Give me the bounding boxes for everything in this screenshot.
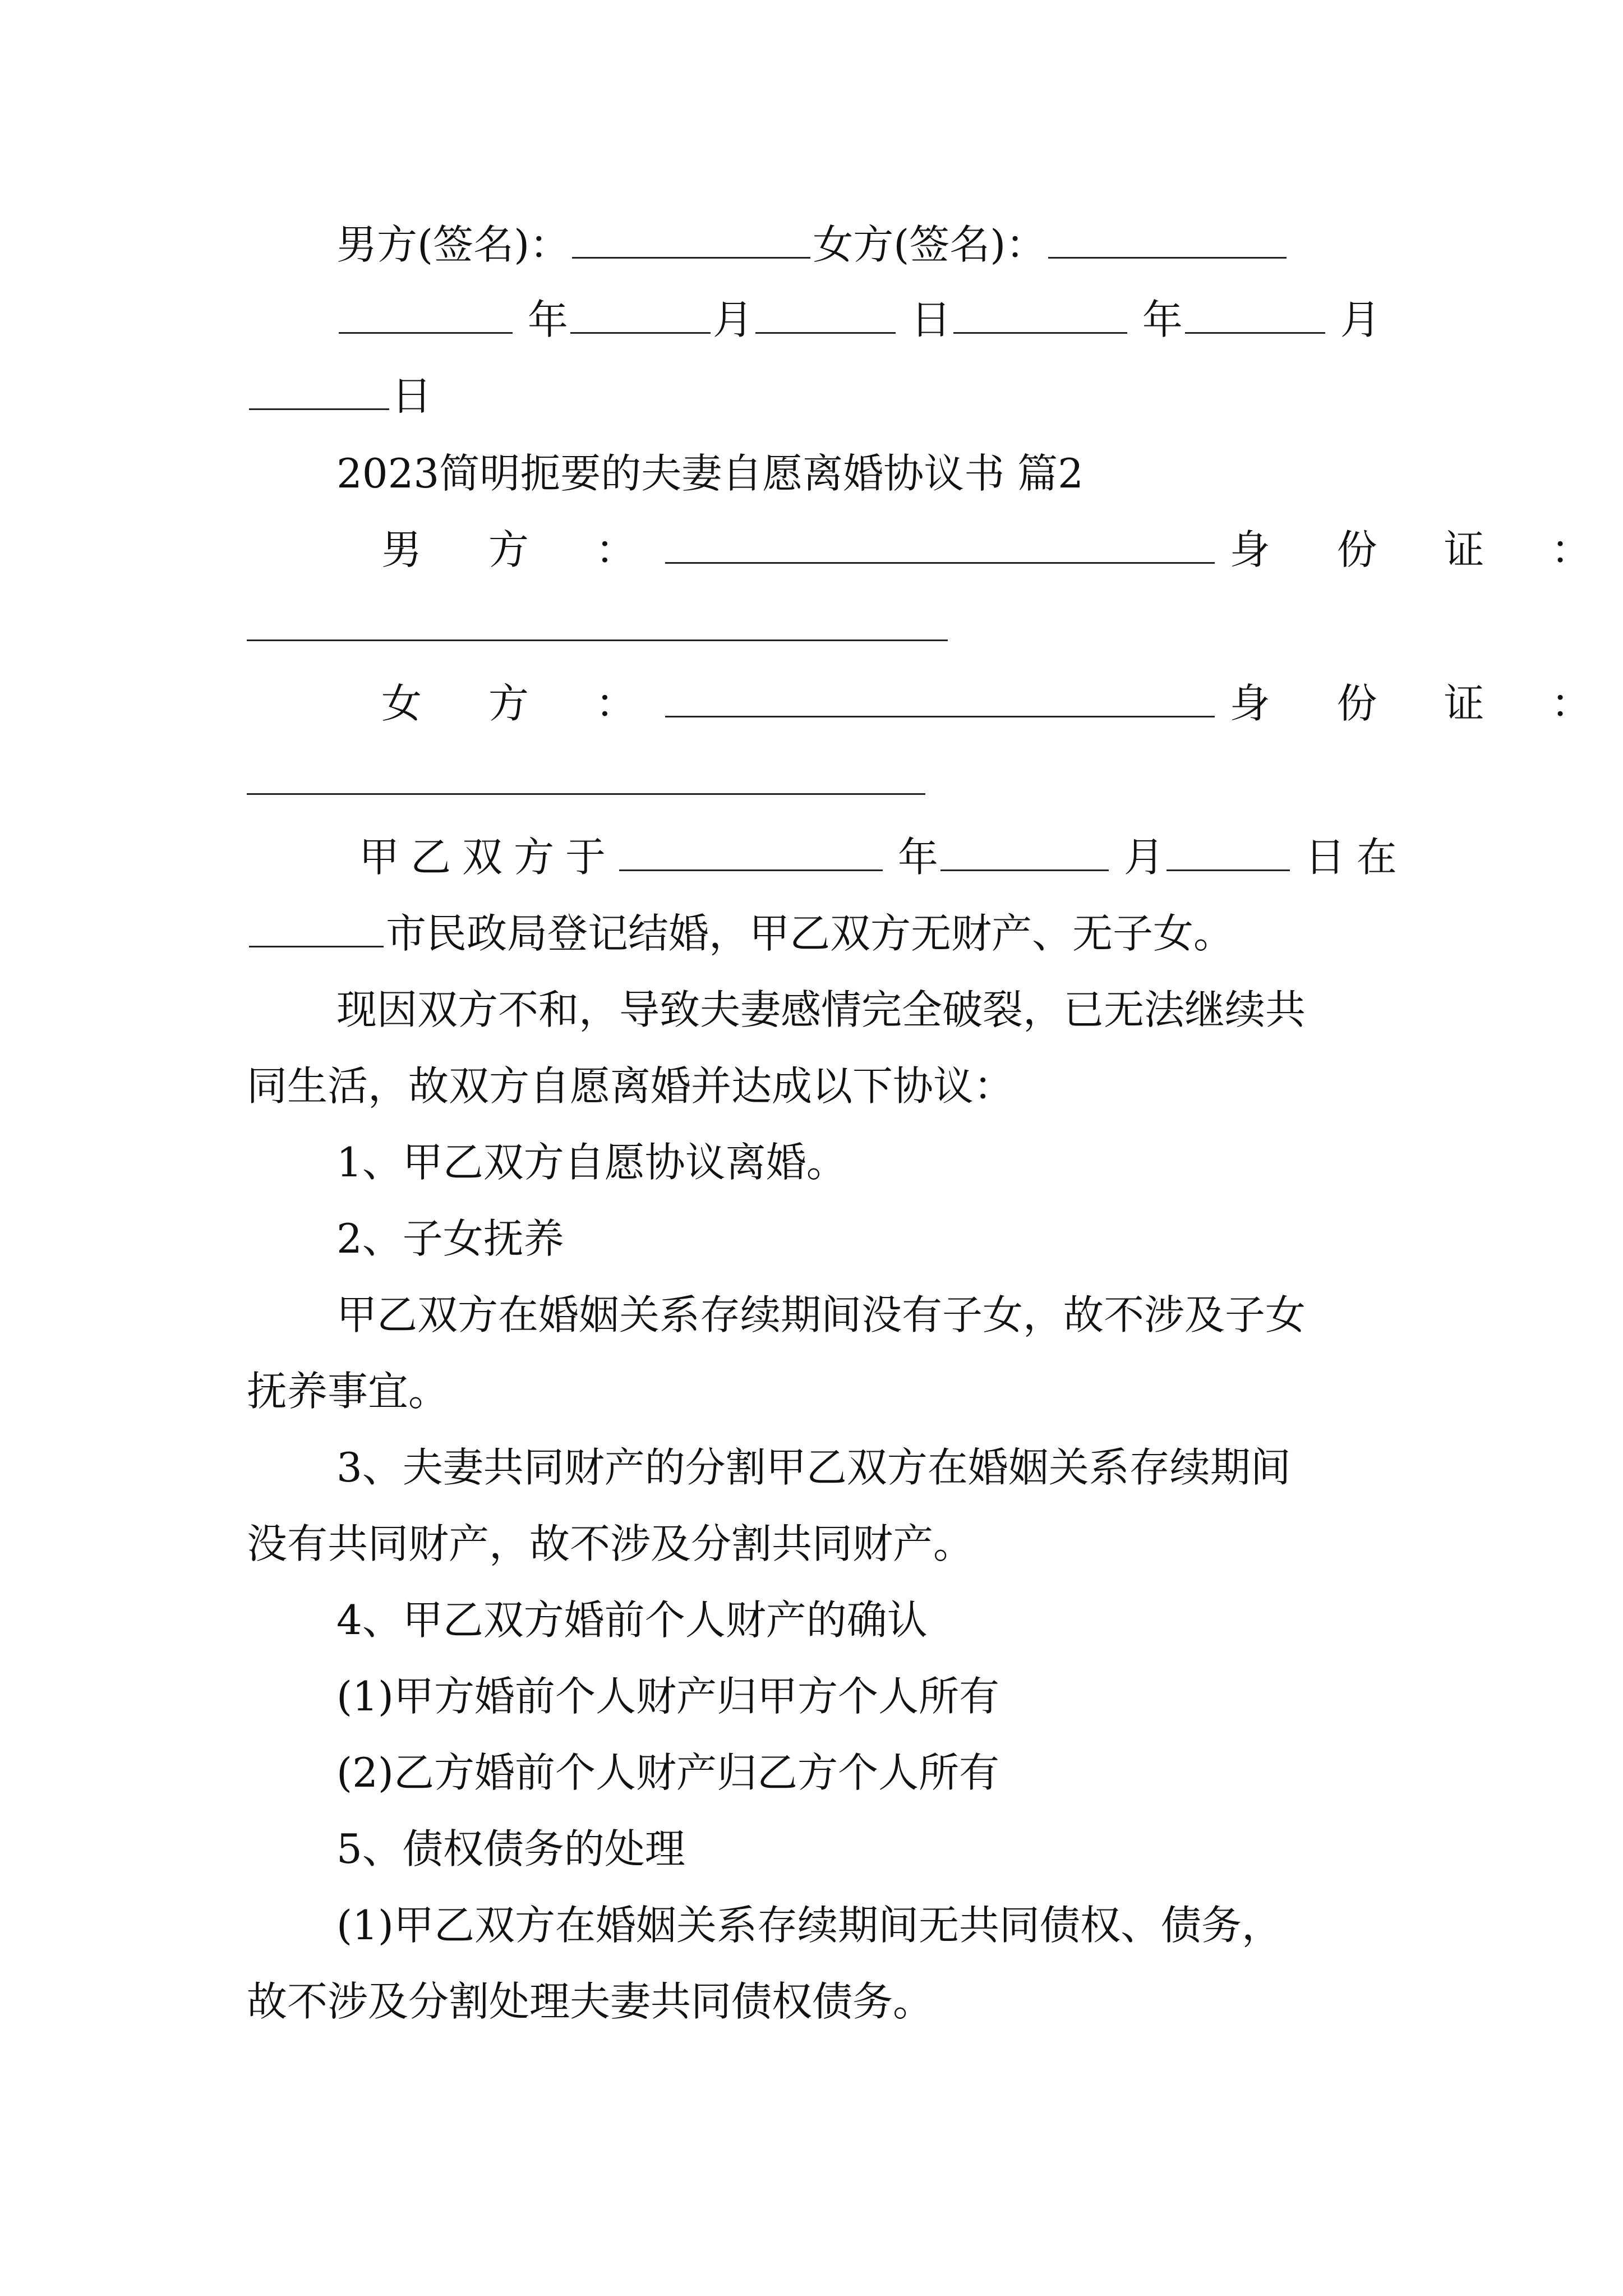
day-label-2: 日 xyxy=(391,372,432,420)
year-label-2: 年 xyxy=(1142,296,1183,343)
marriage-intro-row xyxy=(359,829,1408,885)
item-4-b: (2)乙方婚前个人财产归乙方个人所有 xyxy=(336,1749,999,1796)
day-blank-1[interactable] xyxy=(755,292,896,334)
marriage-month-blank[interactable] xyxy=(940,829,1109,871)
date-row-continued xyxy=(247,368,1391,424)
female-name-blank[interactable] xyxy=(665,675,1215,717)
male-party-label: 男 方 ： xyxy=(381,526,663,573)
reason-line-1: 现因双方不和，导致夫妻感情完全破裂，已无法继续共 xyxy=(336,986,1306,1033)
female-signature-label: 女方(签名)： xyxy=(813,221,1046,268)
female-party-label: 女 方 ： xyxy=(381,680,663,727)
reason-line-2: 同生活，故双方自愿离婚并达成以下协议： xyxy=(247,1062,1015,1110)
item-5-heading: 5、债权债务的处理 xyxy=(336,1825,685,1872)
female-party-row xyxy=(381,675,1619,731)
marriage-city-blank[interactable] xyxy=(249,905,384,947)
item-2-body-2: 抚养事宜。 xyxy=(247,1368,449,1415)
year-blank-2[interactable] xyxy=(953,292,1127,334)
male-signature-label: 男方(签名)： xyxy=(336,221,570,268)
month-label-1: 月 xyxy=(712,296,753,343)
signature-row xyxy=(336,217,1391,273)
item-4-heading: 4、甲乙双方婚前个人财产的确认 xyxy=(336,1596,928,1644)
male-name-blank[interactable] xyxy=(665,522,1215,564)
marriage-month-label: 月 xyxy=(1123,834,1164,881)
marriage-intro-row-2 xyxy=(247,905,1391,961)
marriage-year-label: 年 xyxy=(897,834,938,881)
male-id-label: 身 份 证 ： xyxy=(1229,526,1619,573)
female-signature-blank[interactable] xyxy=(1048,217,1287,259)
male-party-row xyxy=(381,522,1619,578)
marriage-intro-prefix: 甲乙双方于 xyxy=(359,834,617,881)
female-id-blank[interactable] xyxy=(247,793,925,795)
item-1: 1、甲乙双方自愿协议离婚。 xyxy=(336,1139,847,1186)
month-blank-2[interactable] xyxy=(1185,292,1325,334)
item-2-body-1: 甲乙双方在婚姻关系存续期间没有子女，故不涉及子女 xyxy=(336,1291,1306,1338)
marriage-day-blank[interactable] xyxy=(1166,829,1290,871)
item-5-a-line-1: (1)甲乙双方在婚姻关系存续期间无共同债权、债务， xyxy=(336,1902,1282,1949)
month-blank-1[interactable] xyxy=(570,292,711,334)
month-label-2: 月 xyxy=(1340,296,1381,343)
section-title: 2023简明扼要的夫妻自愿离婚协议书 篇2 xyxy=(336,450,1083,497)
male-signature-blank[interactable] xyxy=(572,217,810,259)
item-3-line-1: 3、夫妻共同财产的分割甲乙双方在婚姻关系存续期间 xyxy=(336,1444,1291,1491)
item-5-a-line-2: 故不涉及分割处理夫妻共同债权债务。 xyxy=(247,1978,934,2025)
day-blank-2[interactable] xyxy=(249,368,389,410)
year-label-1: 年 xyxy=(527,296,568,343)
item-2-heading: 2、子女抚养 xyxy=(336,1215,564,1262)
female-id-label: 身 份 证 ： xyxy=(1229,680,1619,727)
item-4-a: (1)甲方婚前个人财产归甲方个人所有 xyxy=(336,1673,999,1720)
date-row xyxy=(336,292,1391,348)
marriage-year-blank[interactable] xyxy=(619,829,883,871)
year-blank-1[interactable] xyxy=(339,292,513,334)
item-3-line-2: 没有共同财产，故不涉及分割共同财产。 xyxy=(247,1520,974,1567)
marriage-day-label: 日在 xyxy=(1304,834,1408,881)
male-id-blank[interactable] xyxy=(247,639,948,641)
day-label-1: 日 xyxy=(910,296,951,343)
marriage-intro-text: 市民政局登记结婚，甲乙双方无财产、无子女。 xyxy=(386,910,1234,957)
